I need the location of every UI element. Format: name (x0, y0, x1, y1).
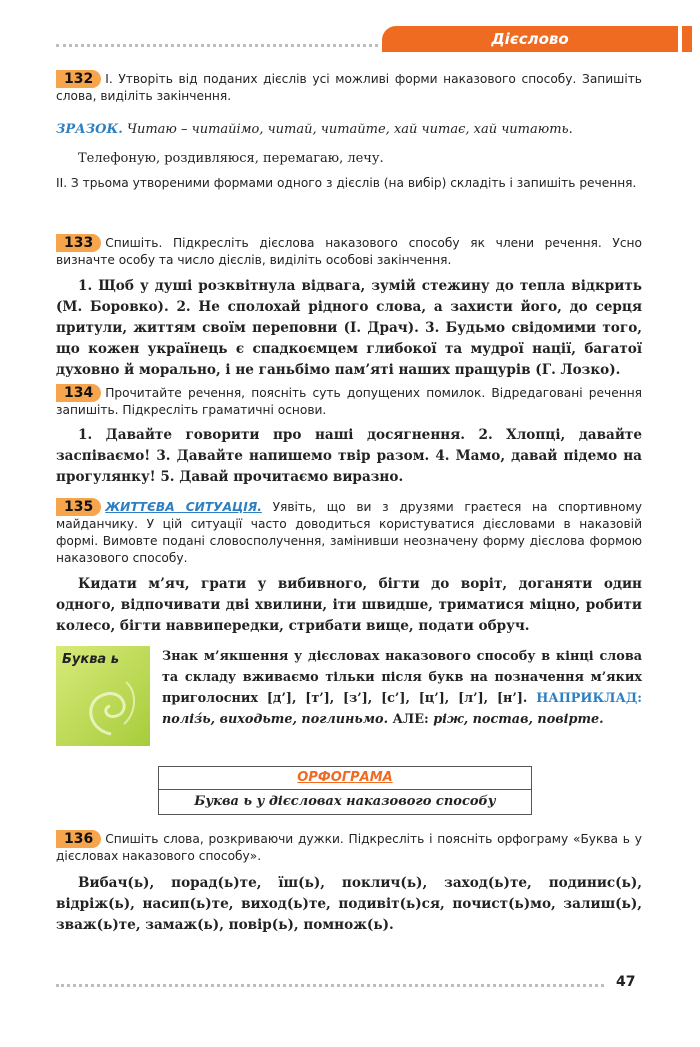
example-words: поліз́ь, виходьте, поглиньмо. (162, 712, 389, 727)
word-list: Телефоную, роздивляюся, перемагаю, лечу. (78, 151, 384, 166)
section-title: Дієслово (382, 26, 678, 52)
exercise-132 (56, 70, 642, 192)
example-label: НАПРИКЛАД: (536, 691, 642, 706)
exercise-text: Вибач(ь), порад(ь)те, їш(ь), поклич(ь), заход(ь)те, подинис(ь), відріж(ь), насип(ь)те, виход(ь)те, подивіт(ь)ся, почист(ь)мо, залиш(ь), зваж(ь)те, замаж(ь), повір(ь), помнож(ь). (56, 875, 642, 933)
footer-dotted-line (56, 984, 604, 987)
swirl-ornament-icon (76, 674, 146, 742)
rule-label: Буква ь (62, 652, 119, 667)
exercise-task: Спишіть слова, розкриваючи дужки. Підкресліть і поясніть орфограму «Буква ь у дієсловах наказового способу». (56, 832, 642, 863)
exercise-number: 134 (56, 384, 101, 402)
exercise-task-2: II. З трьома утвореними формами одного з дієслів (на вибір) складіть і запишіть речення. (56, 176, 637, 190)
orthogram-text: Буква ь у дієсловах наказового способу (194, 794, 496, 809)
header-accent-bar (682, 26, 692, 52)
sample-text: Читаю – читайімо, читай, читайте, хай читає, хай читають. (126, 122, 573, 137)
exercise-text: 1. Щоб у душі розквітнула відвага, зумій стежину до тепла відкрить (М. Боровко). 2. Не сполохай рідного слова, а захисти його, до серця притули, життям своїм переповни (І. Драч). 3. Будьмо свідомими того, що кожен українець є спадкоємцем глибокої та мудрої нації, багатої духовно й морально, і не ганьбімо пам’яті наших пращурів (Г. Лозко). (56, 278, 642, 378)
exercise-number: 133 (56, 234, 101, 252)
exercise-number: 135 (56, 498, 101, 516)
situation-label: ЖИТТЄВА СИТУАЦІЯ. (105, 500, 262, 514)
header-dotted-line (56, 44, 378, 47)
exercise-task: Уявіть, що ви з друзями граєтеся на спортивному майданчику. У цій ситуації часто доводиться користуватися дієсловами в наказовій формі. Вимовте подані словосполучення, замінивши неозначену форму дієслова формою наказового способу. (56, 500, 643, 565)
exercise-136 (56, 830, 642, 936)
sample-label: ЗРАЗОК. (56, 122, 123, 137)
but-label: АЛЕ: (392, 712, 429, 727)
exercise-133 (56, 234, 642, 381)
exercise-number: 132 (56, 70, 101, 88)
exercise-text: Кидати м’яч, грати у вибивного, бігти до воріт, доганяти один одного, відпочивати дві хвилини, іти швидше, триматися міцно, робити колесо, бігти наввипередки, стрибати вище, подати обруч. (56, 576, 642, 634)
page-number: 47 (616, 974, 636, 990)
rule-body: Знак м’якшення у дієсловах наказового способу в кінці слова та складу вживаємо тільки після букв на позначення м’яких приголосних [д’], [т’], [з’], [с’], [ц’], [л’], [н’]. (162, 649, 642, 706)
exercise-task: I. Утворіть від поданих дієслів усі можливі форми наказового способу. Запишіть слова, виділіть закінчення. (56, 72, 642, 103)
sample (56, 119, 642, 140)
exercise-135 (56, 498, 642, 637)
exercise-number: 136 (56, 830, 101, 848)
exercise-text: 1. Давайте говорити про наші досягнення. 2. Хлопці, давайте заспіваємо! 3. Давайте напишемо твір разом. 4. Мамо, давай підемо на прогулянку! 5. Давай прочитаємо виразно. (56, 427, 642, 485)
orthogram-title: ОРФОГРАМА (159, 767, 531, 790)
orthogram-box (158, 766, 532, 815)
rule-text (162, 646, 642, 730)
but-words: ріж, постав, повірте. (433, 712, 604, 727)
exercise-task: Прочитайте речення, поясніть суть допущених помилок. Відредаговані речення запишіть. Підкресліть граматичні основи. (56, 386, 642, 417)
exercise-task: Спишіть. Підкресліть дієслова наказового способу як члени речення. Усно визначте особу та число дієслів, виділіть особові закінчення. (56, 236, 642, 267)
exercise-134 (56, 384, 642, 488)
rule-illustration (56, 646, 150, 746)
